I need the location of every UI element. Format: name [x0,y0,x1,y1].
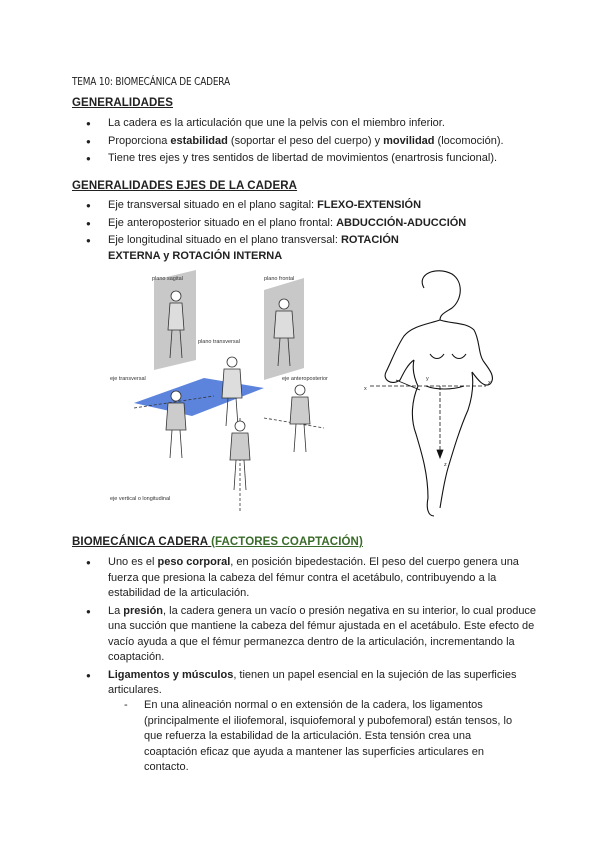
bold-text: ABDUCCIÓN-ADUCCIÓN [336,216,467,229]
transversal-plane [134,378,264,416]
list-item [72,198,542,214]
text: La cadera es la articulación que une la pelvis con el miembro inferior. [108,117,445,129]
text: (soportar el peso del cuerpo) y [227,134,384,147]
list-item [72,151,542,167]
figure-axis-anteroposterior [264,385,324,452]
label-axis-x2: x [488,380,491,386]
section-heading-ejes: GENERALIDADES EJES DE LA CADERA [72,180,298,192]
body-outline-figure [356,268,532,520]
document-title: TEMA 10: BIOMECÁNICA DE CADERA [72,76,230,88]
section-heading-generalidades: GENERALIDADES [72,97,173,109]
label-axis-y: y [426,376,429,382]
body-outline [385,271,492,516]
section-heading-suffix: (FACTORES COAPTACIÓN) [211,536,363,548]
figure-transversal [222,357,242,426]
label-axis-x1: x [364,386,367,392]
label-eje-anteroposterior: eje anteroposterior [282,376,328,382]
label-plano-sagital: plano sagital [152,276,183,282]
bold-text: peso corporal [157,556,231,568]
label-eje-longitudinal: eje vertical o longitudinal [110,496,171,502]
text: Uno es el [108,556,158,568]
text: Eje anteroposterior situado en el plano frontal: [108,216,337,229]
label-plano-frontal: plano frontal [264,276,295,282]
bold-text: estabilidad [170,134,228,147]
text: , en posición bipedestación. El peso del cuerpo genera una fuerza que presiona la cabeza del fémur contra el acetábulo, contribuyendo a la estabilidad de la articulación. [108,556,519,599]
list-item [72,216,542,232]
text: Proporciona [108,134,171,147]
list-item [72,134,542,150]
text: La [108,604,124,617]
list-item [72,116,542,132]
bold-text: Ligamentos y músculos [108,668,234,681]
ejes-list [72,198,542,266]
planes-axes-figure [104,268,350,518]
bold-text: movilidad [383,134,435,147]
label-plano-transversal: plano transversal [198,339,240,345]
figure-axis-longitudinal [230,418,250,513]
section-heading-biomecanica [72,536,363,548]
text: , tienen un papel esencial en la sujeción de las superficies articulares. [108,668,517,696]
list-item [72,555,542,602]
list-item [72,668,542,699]
biomecanica-sublist [120,698,515,776]
list-item [72,604,542,666]
body-axes [370,380,486,458]
bold-text: ROTACIÓN EXTERNA y ROTACIÓN INTERNA [108,234,399,262]
biomecanica-list [72,555,542,701]
generalidades-list [72,116,542,169]
sub-list-item: - En una alineación normal o en extensión de la cadera, los ligamentos (principalmente el iliofemoral, isquiofemoral y pubofemoral) están tensos, lo que refuerza la estabilidad de la articulación. Esta tensión crea una coaptación eficaz que ayuda a mantener las superficies articulares en contacto. [120,698,515,776]
text: Tiene tres ejes y tres sentidos de libertad de movimientos (enartrosis funcional). [108,152,498,164]
text: , la cadera genera un vacío o presión negativa en su interior, lo cual produce una succión que mantiene la cabeza del fémur ajustada en el acetábulo. Este efecto de vacío ayuda a que el fémur permanezca dentro de la articulación, incrementando la coaptación. [108,604,537,663]
label-eje-transversal: eje transversal [110,376,146,382]
bold-text: presión [123,604,164,617]
section-heading-main: BIOMECÁNICA CADERA [72,536,208,548]
bold-text: FLEXO-EXTENSIÓN [317,199,422,211]
list-item [72,233,418,264]
text: Eje transversal situado en el plano sagital: [108,199,318,211]
label-axis-z: z [444,462,447,468]
text: Eje longitudinal situado en el plano transversal: [108,234,341,246]
text: (locomoción). [434,134,504,147]
